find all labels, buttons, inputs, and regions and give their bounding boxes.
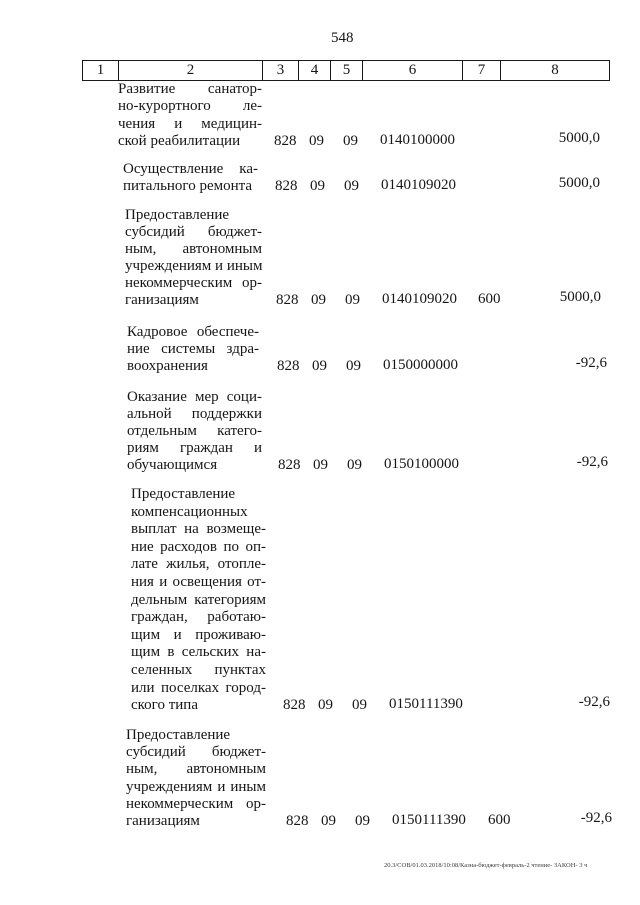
row-name-line: Предоставление <box>125 207 230 223</box>
row-name <box>127 324 259 375</box>
page-number: 548 <box>331 30 354 46</box>
header-col-6: 6 <box>363 61 463 80</box>
row-name-line: некоммерческим ор- <box>126 795 266 812</box>
target-article-cell: 0140109020 <box>382 291 457 307</box>
target-article-cell: 0140109020 <box>381 177 456 194</box>
row-name-line: селенных пунктах <box>131 661 266 678</box>
section-code-cell: 09 <box>318 697 333 714</box>
row-name-line: щим в сельских на- <box>131 644 266 661</box>
header-col-3: 3 <box>263 61 299 80</box>
amount-cell: -92,6 <box>578 694 610 711</box>
admin-code-cell: 828 <box>286 813 309 829</box>
row-name-line: обучающимся <box>127 457 218 473</box>
section-code-cell: 09 <box>321 813 336 829</box>
row-name-line: Оказание мер соци- <box>127 389 262 405</box>
row-name-line: ской реабилитации <box>118 133 241 150</box>
subsection-code-cell: 09 <box>343 133 358 150</box>
row-name-line: ского типа <box>131 697 198 714</box>
row-name-line: ния и освещения от- <box>131 573 266 590</box>
row-name-line: некоммерческим ор- <box>125 275 262 291</box>
row-name <box>126 727 266 830</box>
target-article-cell: 0150000000 <box>383 357 458 373</box>
expense-type-cell: 600 <box>478 291 501 307</box>
section-code-cell: 09 <box>312 358 327 374</box>
admin-code-cell: 828 <box>274 133 297 150</box>
row-name-line: питального ремонта <box>123 178 253 195</box>
subsection-code-cell: 09 <box>344 178 359 195</box>
admin-code-cell: 828 <box>277 358 300 374</box>
section-code-cell: 09 <box>311 292 326 308</box>
amount-cell: 5000,0 <box>558 175 600 192</box>
target-article-cell: 0150111390 <box>389 696 463 713</box>
row-name-line: или поселках город- <box>131 679 266 696</box>
row-name-line: ным, автономным <box>126 761 266 778</box>
row-name-line: ганизациям <box>126 812 200 829</box>
target-article-cell: 0150111390 <box>392 812 466 828</box>
row-name-line: субсидий бюджет- <box>126 744 266 761</box>
expense-type-cell: 600 <box>488 812 511 828</box>
row-name-line: ние системы здра- <box>127 341 259 357</box>
row-name-line: Кадровое обеспече- <box>127 324 259 340</box>
amount-cell: -92,6 <box>576 454 608 470</box>
row-name-line: дельным категориям <box>131 591 266 608</box>
row-name-line: альной поддержки <box>127 406 262 422</box>
row-name-line: учреждениям и иным <box>126 778 266 795</box>
row-name <box>118 81 262 151</box>
header-col-5: 5 <box>331 61 363 80</box>
row-name-line: компенсационных <box>131 503 248 520</box>
header-col-8: 8 <box>551 62 559 78</box>
row-name <box>123 161 258 196</box>
section-code-cell: 09 <box>310 178 325 195</box>
row-name-line: ным, автономным <box>125 241 262 257</box>
row-name-line: граждан, работаю- <box>131 609 266 626</box>
table-header <box>82 60 610 81</box>
row-name-line: отдельным катего- <box>127 423 262 439</box>
amount-cell: -92,6 <box>580 810 612 826</box>
row-name-line: субсидий бюджет- <box>125 224 262 240</box>
subsection-code-cell: 09 <box>355 813 370 829</box>
amount-cell: 5000,0 <box>558 130 600 147</box>
header-col-1: 1 <box>83 61 119 80</box>
amount-cell: 5000,0 <box>559 289 601 305</box>
row-name-line: чения и медицин- <box>118 115 262 132</box>
target-article-cell: 0150100000 <box>384 456 459 472</box>
print-stamp: 20.3/СОВ/01.03.2018/10:08/Казна-бюджет-февраль-2 чтение- ЗАКОН- 3 ч <box>384 862 588 869</box>
subsection-code-cell: 09 <box>345 292 360 308</box>
subsection-code-cell: 09 <box>352 697 367 714</box>
row-name-line: Предоставление <box>131 486 236 502</box>
row-name-line: лате жилья, отопле- <box>131 556 266 573</box>
target-article-cell: 0140100000 <box>380 132 455 149</box>
row-name-line: Предоставление <box>126 727 231 743</box>
amount-cell: -92,6 <box>575 355 607 371</box>
admin-code-cell: 828 <box>275 178 298 195</box>
row-name-line: ние расходов по оп- <box>131 538 266 555</box>
row-name <box>127 389 262 474</box>
row-name-line: Осуществление ка- <box>123 161 258 177</box>
row-name-line: учреждениям и иным <box>125 258 263 274</box>
header-col-2: 2 <box>119 61 263 80</box>
row-name-line: Развитие санатор- <box>118 81 262 97</box>
section-code-cell: 09 <box>309 133 324 150</box>
admin-code-cell: 828 <box>283 697 306 714</box>
header-col-7: 7 <box>463 61 501 80</box>
header-col-4: 4 <box>299 61 331 80</box>
row-name <box>131 486 266 715</box>
subsection-code-cell: 09 <box>346 358 361 374</box>
row-name-line: выплат на возмеще- <box>131 521 266 538</box>
row-name <box>125 207 262 309</box>
admin-code-cell: 828 <box>276 292 299 308</box>
row-name-line: воохранения <box>127 358 208 374</box>
row-name-line: риям граждан и <box>127 440 262 456</box>
row-name-line: ганизациям <box>125 292 199 308</box>
subsection-code-cell: 09 <box>347 457 362 473</box>
row-name-line: но-курортного ле- <box>118 98 262 115</box>
section-code-cell: 09 <box>313 457 328 473</box>
admin-code-cell: 828 <box>278 457 301 473</box>
row-name-line: щим и проживаю- <box>131 626 266 643</box>
